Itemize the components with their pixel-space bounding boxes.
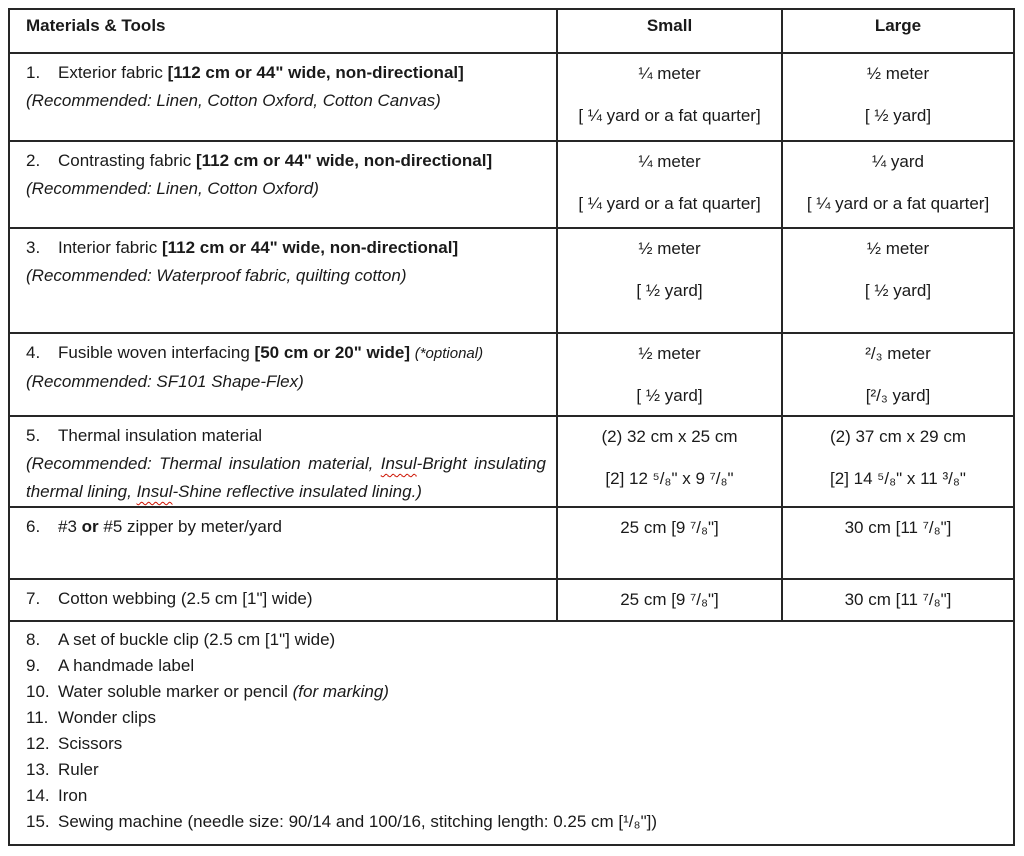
table-row-contrasting-fabric xyxy=(9,141,1014,228)
table-row-exterior-fabric xyxy=(9,53,1014,141)
qty-large-thermal-insulation: (2) 37 cm x 29 cm [2] 14 ⁵/₈" x 11 ³/₈" xyxy=(782,416,1014,507)
item-name-contrasting-fabric: 2. Contrasting fabric [112 cm or 44" wide, non-directional] (Recommended: Linen, Cotton Oxford) xyxy=(9,141,557,228)
table-row-cotton-webbing xyxy=(9,579,1014,621)
qty-small-zipper: 25 cm [9 ⁷/₈"] xyxy=(557,507,782,579)
table-row-zipper xyxy=(9,507,1014,579)
qty-large-exterior-fabric: ½ meter [ ½ yard] xyxy=(782,53,1014,141)
qty-small-thermal-insulation: (2) 32 cm x 25 cm [2] 12 ⁵/₈" x 9 ⁷/₈" xyxy=(557,416,782,507)
qty-large-cotton-webbing: 30 cm [11 ⁷/₈"] xyxy=(782,579,1014,621)
table-row-tools-list xyxy=(9,621,1014,845)
materials-tools-table xyxy=(8,8,1015,846)
item-name-fusible-interfacing: 4. Fusible woven interfacing [50 cm or 20" wide] (*optional) (Recommended: SF101 Shape-Flex) xyxy=(9,333,557,416)
item-name-zipper: 6. #3 or #5 zipper by meter/yard xyxy=(9,507,557,579)
header-row xyxy=(9,9,1014,53)
qty-large-contrasting-fabric: ¼ yard [ ¼ yard or a fat quarter] xyxy=(782,141,1014,228)
table-row-fusible-interfacing xyxy=(9,333,1014,416)
qty-small-exterior-fabric: ¼ meter [ ¼ yard or a fat quarter] xyxy=(557,53,782,141)
qty-small-fusible-interfacing: ½ meter [ ½ yard] xyxy=(557,333,782,416)
tools-list-cell: 8. A set of buckle clip (2.5 cm [1"] wide) 9. A handmade label 10. Water soluble marker or pencil (for marking) 11. Wonder clips 12. Scissors 13. Ruler 14. Iron 15. Sewing machine (needle size: 90/14 and 100/16, stitching length: 0.25 cm [¹/₈"]) xyxy=(9,621,1014,845)
qty-large-fusible-interfacing: ²/₃ meter [²/₃ yard] xyxy=(782,333,1014,416)
qty-small-interior-fabric: ½ meter [ ½ yard] xyxy=(557,228,782,333)
item-name-exterior-fabric: 1. Exterior fabric [112 cm or 44" wide, non-directional] (Recommended: Linen, Cotton Oxford, Cotton Canvas) xyxy=(9,53,557,141)
item-name-interior-fabric: 3. Interior fabric [112 cm or 44" wide, non-directional] (Recommended: Waterproof fabric, quilting cotton) xyxy=(9,228,557,333)
qty-small-cotton-webbing: 25 cm [9 ⁷/₈"] xyxy=(557,579,782,621)
item-name-thermal-insulation: 5. Thermal insulation material (Recommended: Thermal insulation material, Insul-Bright insulating thermal lining, Insul-Shine reflective insulated lining.) xyxy=(9,416,557,507)
table-row-interior-fabric xyxy=(9,228,1014,333)
qty-large-interior-fabric: ½ meter [ ½ yard] xyxy=(782,228,1014,333)
header-cell-materials-tools: Materials & Tools xyxy=(9,9,557,53)
qty-small-contrasting-fabric: ¼ meter [ ¼ yard or a fat quarter] xyxy=(557,141,782,228)
header-cell-small: Small xyxy=(557,9,782,53)
qty-large-zipper: 30 cm [11 ⁷/₈"] xyxy=(782,507,1014,579)
item-name-cotton-webbing: 7. Cotton webbing (2.5 cm [1"] wide) xyxy=(9,579,557,621)
header-cell-large: Large xyxy=(782,9,1014,53)
table-row-thermal-insulation xyxy=(9,416,1014,507)
